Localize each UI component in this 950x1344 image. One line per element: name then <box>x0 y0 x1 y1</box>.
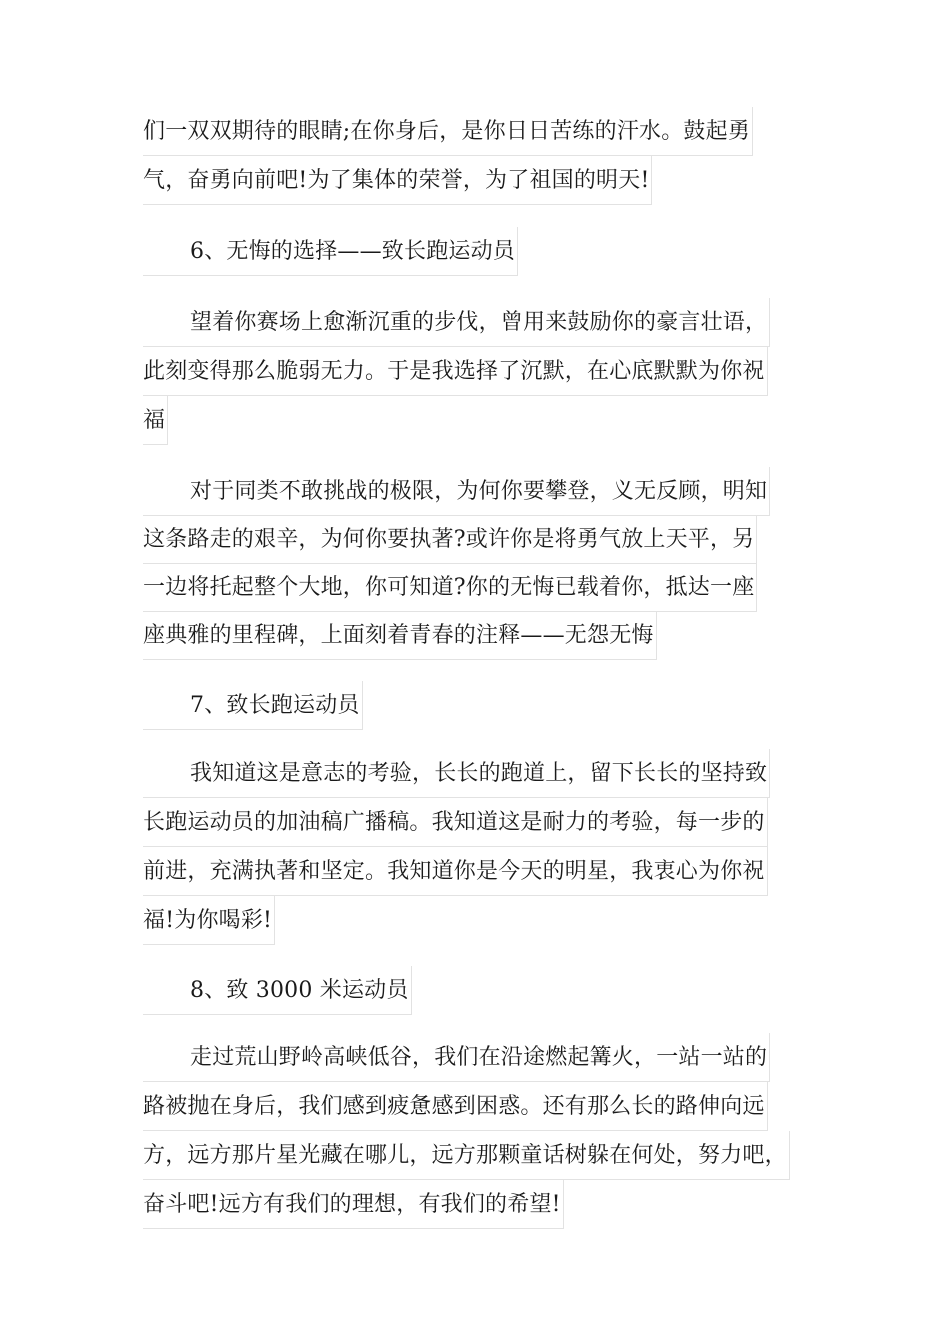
text-line: 一边将托起整个大地，你可知道?你的无悔已载着你，抵达一座 <box>143 563 757 612</box>
text-line: 福!为你喝彩! <box>143 896 275 945</box>
text-line: 们一双双期待的眼睛;在你身后，是你日日苦练的汗水。鼓起勇 <box>143 107 753 156</box>
text-line: 长跑运动员的加油稿广播稿。我知道这是耐力的考验，每一步的 <box>143 798 768 847</box>
text-line: 方，远方那片星光藏在哪儿，远方那颗童话树躲在何处，努力吧， <box>143 1131 790 1180</box>
text-line: 奋斗吧!远方有我们的理想，有我们的希望! <box>143 1180 564 1229</box>
text-line: 望着你赛场上愈渐沉重的步伐，曾用来鼓励你的豪言壮语， <box>143 298 770 347</box>
text-line: 座典雅的里程碑，上面刻着青春的注释——无怨无悔 <box>143 611 657 660</box>
text-line: 此刻变得那么脆弱无力。于是我选择了沉默，在心底默默为你祝 <box>143 347 768 396</box>
text-line: 走过荒山野岭高峡低谷，我们在沿途燃起篝火，一站一站的 <box>143 1033 770 1082</box>
text-line: 福 <box>143 396 168 445</box>
section-heading: 6、无悔的选择——致长跑运动员 <box>143 227 518 276</box>
text-line: 对于同类不敢挑战的极限，为何你要攀登，义无反顾，明知 <box>143 467 770 516</box>
text-line: 气，奋勇向前吧!为了集体的荣誉，为了祖国的明天! <box>143 156 652 205</box>
section-heading: 7、致长跑运动员 <box>143 681 363 730</box>
text-line: 这条路走的艰辛，为何你要执著?或许你是将勇气放上天平，另 <box>143 515 757 564</box>
section-heading: 8、致 3000 米运动员 <box>143 966 412 1015</box>
text-line: 前进，充满执著和坚定。我知道你是今天的明星，我衷心为你祝 <box>143 847 768 896</box>
text-line: 我知道这是意志的考验，长长的跑道上，留下长长的坚持致 <box>143 749 770 798</box>
text-line: 路被抛在身后，我们感到疲惫感到困惑。还有那么长的路伸向远 <box>143 1082 768 1131</box>
